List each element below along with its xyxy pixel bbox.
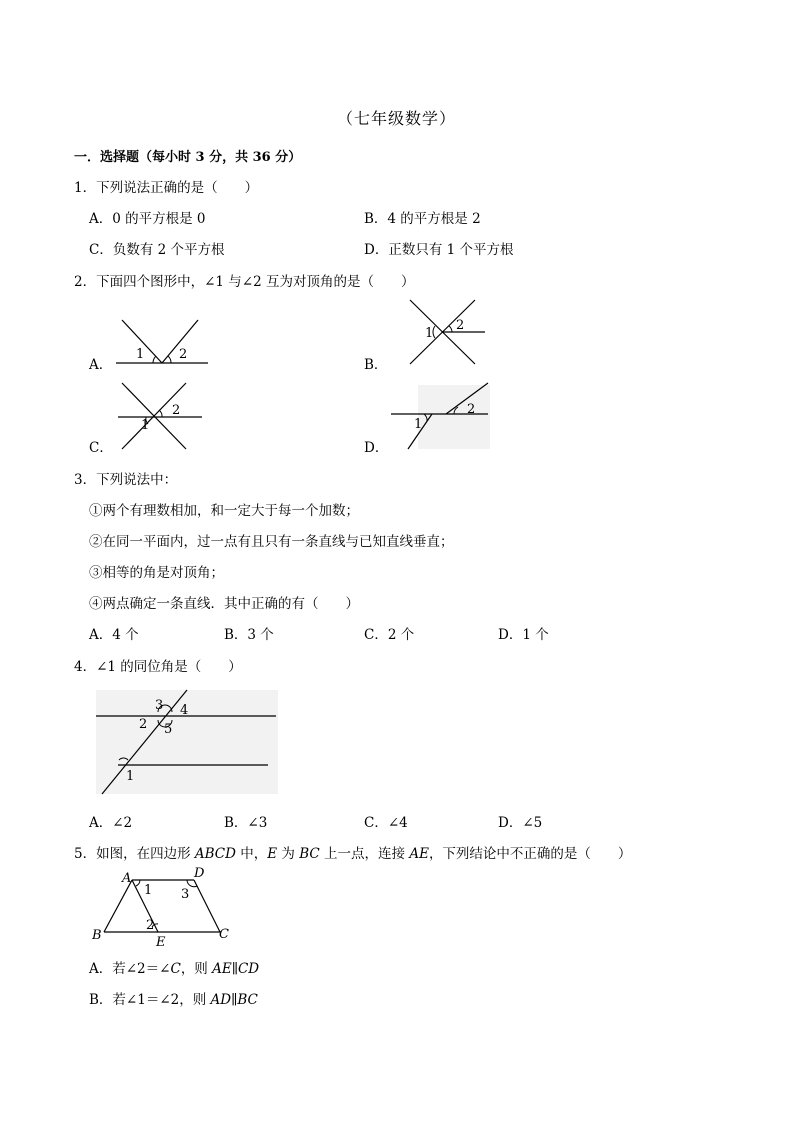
angle-label-2: 2 xyxy=(467,402,476,417)
question-4-option-d: D．∠5 xyxy=(498,815,543,831)
question-2-figure-a xyxy=(110,318,215,370)
question-4-option-c: C．∠4 xyxy=(364,815,408,831)
question-2-option-a: A． xyxy=(89,357,113,373)
question-4-option-a: A．∠2 xyxy=(89,815,133,831)
vertex-label-e: E xyxy=(156,935,166,950)
angle-label-1: 1 xyxy=(144,883,153,898)
question-3-option-d: D．1 个 xyxy=(498,627,549,643)
vertex-label-a: A xyxy=(122,871,132,886)
question-3-statement-1: ①两个有理数相加，和一定大于每一个加数； xyxy=(89,503,359,519)
question-3-option-c: C．2 个 xyxy=(364,627,415,643)
question-2-stem: 2．下面四个图形中，∠1 与∠2 互为对顶角的是（ ） xyxy=(74,274,415,290)
question-1-option-d: D．正数只有 1 个平方根 xyxy=(364,242,514,258)
angle-label-1: 1 xyxy=(126,769,135,784)
question-5-figure xyxy=(88,864,238,952)
vertex-label-d: D xyxy=(194,866,205,881)
question-2-option-c: C． xyxy=(89,440,113,456)
question-1-option-b: B．4 的平方根是 2 xyxy=(364,211,481,227)
vertex-label-b: B xyxy=(92,928,102,943)
question-3-stem: 3．下列说法中： xyxy=(74,472,178,488)
question-2-option-b: B． xyxy=(364,357,388,373)
vertex-label-c: C xyxy=(219,927,229,942)
question-2-figure-b xyxy=(405,298,490,370)
angle-label-1: 1 xyxy=(425,326,434,341)
angle-label-4: 4 xyxy=(180,703,189,718)
question-4-figure xyxy=(92,688,282,798)
question-3-option-b: B．3 个 xyxy=(224,627,274,643)
question-2-option-d: D． xyxy=(364,440,389,456)
question-4-option-b: B．∠3 xyxy=(224,815,268,831)
question-5-option-b: B．若∠1＝∠2，则 AD∥BC xyxy=(89,992,258,1008)
angle-label-2: 2 xyxy=(456,318,465,333)
angle-label-2: 2 xyxy=(179,347,188,362)
question-3-statement-2: ②在同一平面内，过一点有且只有一条直线与已知直线垂直； xyxy=(89,534,454,550)
question-4-stem: 4．∠1 的同位角是（ ） xyxy=(74,659,242,675)
angle-label-2: 2 xyxy=(139,717,148,732)
angle-label-3: 3 xyxy=(181,887,190,902)
section-header: 一．选择题（每小时 3 分，共 36 分） xyxy=(74,150,302,165)
angle-label-2: 2 xyxy=(172,403,181,418)
angle-label-3: 3 xyxy=(155,698,164,713)
question-2-figure-c xyxy=(112,381,207,453)
question-5-stem: 5．如图，在四边形 ABCD 中，E 为 BC 上一点，连接 AE，下列结论中不正确的是（ ） xyxy=(74,846,632,862)
angle-label-2: 2 xyxy=(146,918,155,933)
question-1-option-c: C．负数有 2 个平方根 xyxy=(89,242,225,258)
angle-label-1: 1 xyxy=(414,417,423,432)
question-3-statement-3: ③相等的角是对顶角； xyxy=(89,565,224,581)
angle-label-1: 1 xyxy=(141,418,150,433)
question-3-statement-4: ④两点确定一条直线．其中正确的有（ ） xyxy=(89,596,359,612)
angle-label-1: 1 xyxy=(136,347,145,362)
question-1-option-a: A．0 的平方根是 0 xyxy=(89,211,206,227)
page-title: （七年级数学） xyxy=(337,109,457,128)
question-5-option-a: A．若∠2＝∠C，则 AE∥CD xyxy=(89,961,260,977)
question-1-stem: 1．下列说法正确的是（ ） xyxy=(74,180,259,196)
question-3-option-a: A．4 个 xyxy=(89,627,139,643)
question-2-figure-d xyxy=(388,381,493,453)
angle-label-5: 5 xyxy=(164,722,173,737)
